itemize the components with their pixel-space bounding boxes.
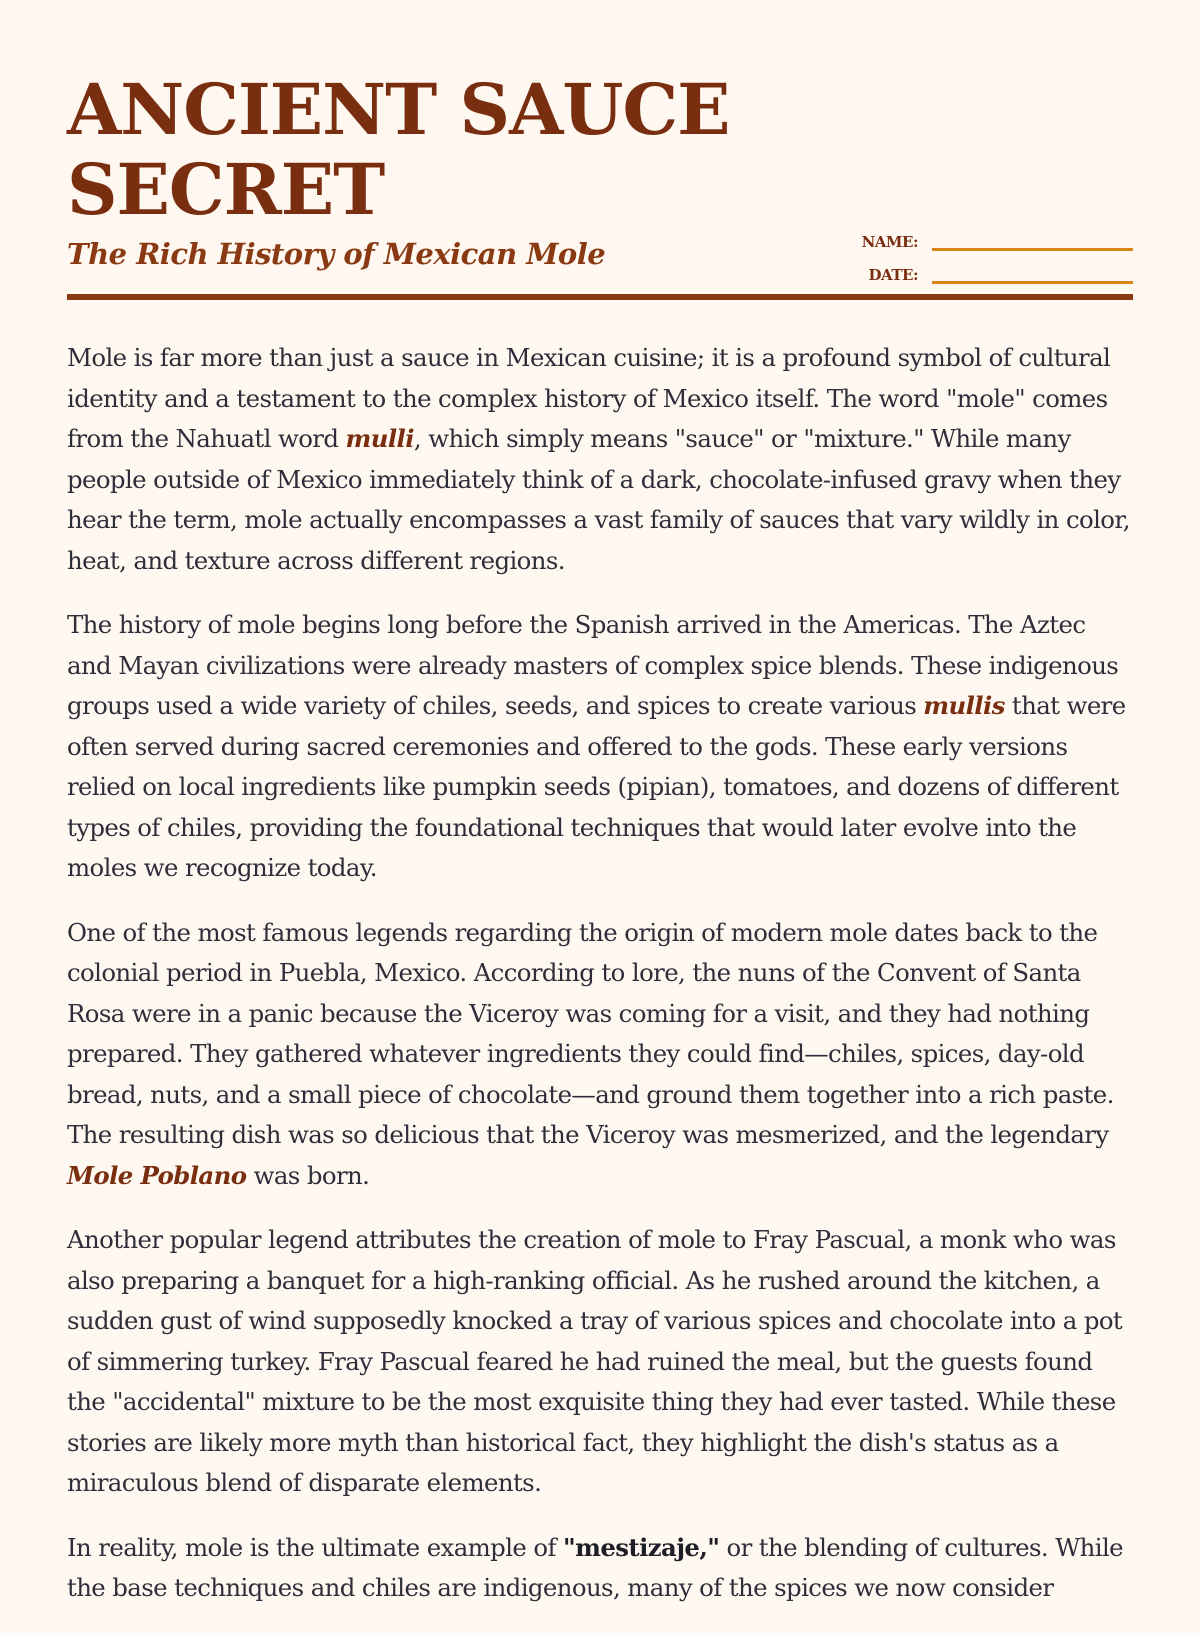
- paragraph-5-text-a: In reality, mole is the ultimate example of: [67, 1532, 564, 1562]
- worksheet-header: [67, 0, 1133, 300]
- name-line[interactable]: [932, 230, 1133, 251]
- term-mulli: mulli: [345, 424, 414, 453]
- name-label: NAME:: [861, 233, 918, 251]
- paragraph-3-text-a: One of the most famous legends regarding the origin of modern mole dates back to the colonial period in Puebla, Mexico. According to lore, the nuns of the Convent of Santa Rosa were in a panic because the Viceroy was coming for a visit, and they had nothing prepared. They gathered whatever ingredients they could find—chiles, spices, day-old bread, nuts, and a small piece of chocolate—and ground them together into a rich paste. The resulting dish was so delicious that the Viceroy was mesmerized, and the legendary: [67, 917, 1114, 1149]
- paragraph-3-text-b: was born.: [246, 1160, 370, 1190]
- page-title: ANCIENT SAUCE SECRET: [67, 68, 730, 231]
- term-mullis: mullis: [923, 691, 1005, 720]
- paragraph-1-text-b: , which simply means "sauce" or "mixture." While many people outside of Mexico immediately think of a dark, chocolate-infused gravy when they hear the term, mole actually encompasses a vast family of sauces that vary wildly in color, heat, and texture across different regions.: [67, 424, 1130, 575]
- name-field: [843, 222, 1133, 255]
- date-field: [843, 255, 1133, 288]
- paragraph-2-text-a: The history of mole begins long before the Spanish arrived in the Americas. The Aztec and Mayan civilizations were already masters of complex spice blends. These indigenous groups used a wide variety of chiles, seeds, and spices to create various: [67, 610, 1119, 720]
- paragraph-3: [67, 913, 1133, 1197]
- article-body: [67, 338, 1133, 1633]
- name-date-fields: [843, 222, 1133, 288]
- paragraph-5-text-b: or the blending of cultures. While the base techniques and chiles are indigenous, many of the spices we now consider: [67, 1532, 1124, 1602]
- page-subtitle: The Rich History of Mexican Mole: [67, 237, 606, 271]
- paragraph-5: [67, 1528, 1133, 1609]
- worksheet-page: [67, 0, 1133, 1602]
- paragraph-1-text-a: Mole is far more than just a sauce in Mexican cuisine; it is a profound symbol of cultural identity and a testament to the complex history of Mexico itself. The word "mole" comes from the Nahuatl word: [67, 343, 1111, 453]
- paragraph-4: Another popular legend attributes the creation of mole to Fray Pascual, a monk who was also preparing a banquet for a high-ranking official. As he rushed around the kitchen, a sudden gust of wind supposedly knocked a tray of various spices and chocolate into a pot of simmering turkey. Fray Pascual feared he had ruined the meal, but the guests found the "accidental" mixture to be the most exquisite thing they had ever tasted. While these stories are likely more myth than historical fact, they highlight the dish's status as a miraculous blend of disparate elements.: [67, 1225, 1123, 1497]
- paragraph-2-text-b: that were often served during sacred ceremonies and offered to the gods. These early versions relied on local ingredients like pumpkin seeds (pipian), tomatoes, and dozens of different types of chiles, providing the foundational techniques that would later evolve into the moles we recognize today.: [67, 691, 1126, 882]
- term-mole-poblano: Mole Poblano: [67, 1160, 247, 1190]
- date-label: DATE:: [868, 266, 918, 284]
- term-mestizaje: "mestizaje,": [563, 1532, 720, 1562]
- header-divider: [67, 294, 1133, 300]
- paragraph-2: [67, 605, 1133, 889]
- date-line[interactable]: [932, 263, 1133, 284]
- paragraph-1: [67, 338, 1133, 581]
